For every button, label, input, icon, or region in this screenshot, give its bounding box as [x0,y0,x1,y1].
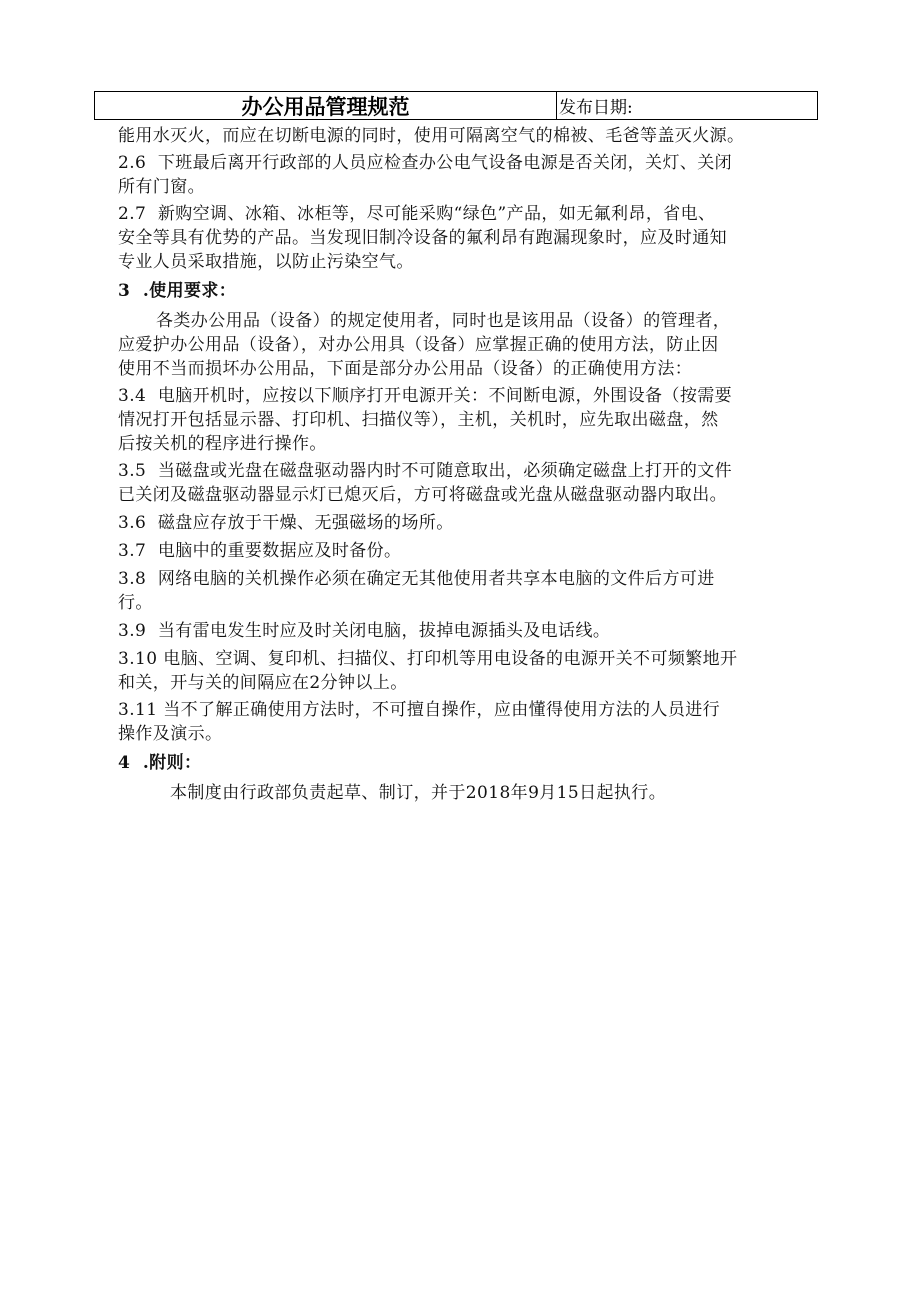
document-body [118,124,828,808]
section-heading-4: 4 .附则： [118,753,202,773]
paragraph-2-6: 2.6 下班最后离开行政部的人员应检查办公电气设备电源是否关闭，关灯、关闭 所有门窗。 [118,153,733,197]
paragraph-3-5: 3.5 当磁盘或光盘在磁盘驱动器内时不可随意取出，必须确定磁盘上打开的文件 已关闭及磁盘驱动器显示灯已熄灭后，方可将磁盘或光盘从磁盘驱动器内取出。 [118,461,733,505]
paragraph-3-intro: 各类办公用品（设备）的规定使用者，同时也是该用品（设备）的管理者， 应爱护办公用品（设备），对办公用具（设备）应掌握正确的使用方法，防止因 使用不当而损坏办公用品，下面是部分办公用品（设备）的正确使用方法： [118,311,731,379]
paragraph-3-11: 3.11 当不了解正确使用方法时，不可擅自操作，应由懂得使用方法的人员进行 操作及演示。 [118,700,721,744]
paragraph-3-6: 3.6 磁盘应存放于干燥、无强磁场的场所。 [118,513,454,533]
paragraph-3-7: 3.7 电脑中的重要数据应及时备份。 [118,541,402,561]
publish-date-label: 发布日期: [559,98,633,118]
paragraph-3-8: 3.8 网络电脑的关机操作必须在确定无其他使用者共享本电脑的文件后方可进 行。 [118,569,715,613]
paragraph-fire-safety: 能用水灭火，而应在切断电源的同时，使用可隔离空气的棉被、毛爸等盖灭火源。 [118,126,745,146]
paragraph-2-7: 2.7 新购空调、冰箱、冰柜等，尽可能采购“绿色”产品，如无氟利昂，省电、 安全等具有优势的产品。当发现旧制冷设备的氟利昂有跑漏现象时，应及时通知 专业人员采取措施，以防止污染空气。 [118,204,727,272]
document-title: 办公用品管理规范 [95,92,557,119]
paragraph-3-10: 3.10 电脑、空调、复印机、扫描仪、打印机等用电设备的电源开关不可频繁地开 和关，开与关的间隔应在2分钟以上。 [118,649,738,693]
header-table [94,91,818,120]
section-heading-3: 3 .使用要求： [118,281,237,301]
paragraph-4: 本制度由行政部负责起草、制订，并于2018年9月15日起执行。 [170,783,667,803]
paragraph-3-4: 3.4 电脑开机时，应按以下顺序打开电源开关：不间断电源，外围设备（按需要 情况打开包括显示器、打印机、扫描仪等），主机，关机时，应先取出磁盘，然 后按关机的程序进行操作。 [118,386,733,454]
paragraph-3-9: 3.9 当有雷电发生时应及时关闭电脑，拔掉电源插头及电话线。 [118,621,611,641]
